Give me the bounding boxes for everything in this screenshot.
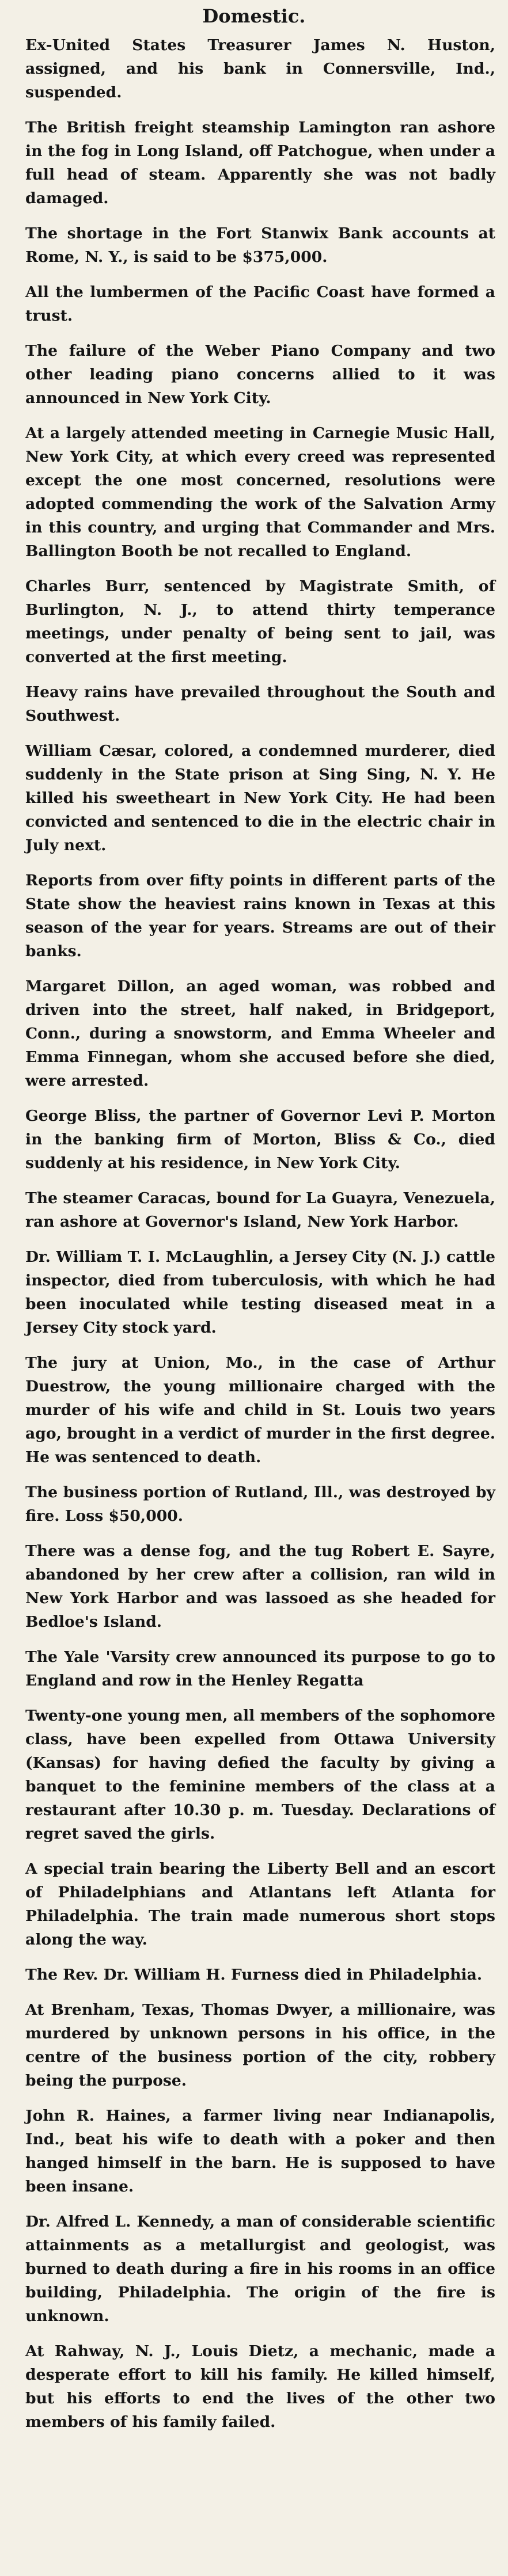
news-item: Reports from over fifty points in different parts of the State show the heaviest rains known in Texas at this season of the year for years. Streams are out of their banks.: [25, 872, 495, 960]
news-item: John R. Haines, a farmer living near Indianapolis, Ind., beat his wife to death with a poker and then hanged himself in the barn. He is supposed to have been insane.: [25, 2107, 495, 2196]
news-item: All the lumbermen of the Pacific Coast have formed a trust.: [25, 283, 495, 325]
news-item: Dr. William T. I. McLaughlin, a Jersey City (N. J.) cattle inspector, died from tuberculosis, with which he had been inoculated while testing diseased meat in a Jersey City stock yard.: [25, 1248, 495, 1337]
news-item: A special train bearing the Liberty Bell and an escort of Philadelphians and Atlantans left Atlanta for Philadelphia. The train made numerous short stops along the way.: [25, 1860, 495, 1949]
news-item: William Cæsar, colored, a condemned murderer, died suddenly in the State prison at Sing Sing, N. Y. He killed his sweetheart in New York City. He had been convicted and sentenced to die in the electric chair in July next.: [25, 742, 495, 854]
news-item: The British freight steamship Lamington ran ashore in the fog in Long Island, off Patchogue, when under a full head of steam. Apparently she was not badly damaged.: [25, 119, 495, 207]
news-item: Dr. Alfred L. Kennedy, a man of considerable scientific attainments as a metallurgist and geologist, was burned to death during a fire in his rooms in an office building, Philadelphia. The origin of the fire is unknown.: [25, 2213, 495, 2325]
news-item-list: [25, 33, 495, 2445]
news-item: Ex-United States Treasurer James N. Huston, assigned, and his bank in Connersville, Ind., suspended.: [25, 36, 495, 101]
news-item: The Rev. Dr. William H. Furness died in Philadelphia.: [25, 1966, 483, 1984]
news-item: The jury at Union, Mo., in the case of Arthur Duestrow, the young millionaire charged with the murder of his wife and child in St. Louis two years ago, brought in a verdict of murder in the first degree. He was sentenced to death.: [25, 1354, 495, 1466]
news-item: Charles Burr, sentenced by Magistrate Smith, of Burlington, N. J., to attend thirty temperance meetings, under penalty of being sent to jail, was converted at the first meeting.: [25, 577, 495, 666]
news-item: At Brenham, Texas, Thomas Dwyer, a millionaire, was murdered by unknown persons in his office, in the centre of the business portion of the city, robbery being the purpose.: [25, 2001, 495, 2090]
news-item: At a largely attended meeting in Carnegie Music Hall, New York City, at which every creed was represented except the one most concerned, resolutions were adopted commending the work of the Salvation Army in this country, and urging that Commander and Mrs. Ballington Booth be not recalled to England.: [25, 424, 495, 560]
news-item: Margaret Dillon, an aged woman, was robbed and driven into the street, half naked, in Bridgeport, Conn., during a snowstorm, and Emma Wheeler and Emma Finnegan, whom she accused before she died, were arrested.: [25, 977, 495, 1090]
news-item: The failure of the Weber Piano Company and two other leading piano concerns allied to it was announced in New York City.: [25, 342, 495, 407]
news-item: The Yale 'Varsity crew announced its purpose to go to England and row in the Henley Regatta: [25, 1648, 495, 1690]
news-item: The steamer Caracas, bound for La Guayra, Venezuela, ran ashore at Governor's Island, New York Harbor.: [25, 1189, 495, 1231]
section-heading: Domestic.: [202, 5, 306, 27]
news-item: George Bliss, the partner of Governor Levi P. Morton in the banking firm of Morton, Bliss & Co., died suddenly at his residence, in New York City.: [25, 1107, 495, 1172]
news-item: Heavy rains have prevailed throughout the South and Southwest.: [25, 683, 495, 725]
news-item: Twenty-one young men, all members of the sophomore class, have been expelled from Ottawa University (Kansas) for having defied the faculty by giving a banquet to the feminine members of the class at a restaurant after 10.30 p. m. Tuesday. Declarations of regret saved the girls.: [25, 1707, 495, 1843]
news-item: The business portion of Rutland, Ill., was destroyed by fire. Loss $50,000.: [25, 1483, 495, 1525]
news-item: The shortage in the Fort Stanwix Bank accounts at Rome, N. Y., is said to be $375,000.: [25, 225, 495, 266]
news-item: There was a dense fog, and the tug Robert E. Sayre, abandoned by her crew after a collision, ran wild in New York Harbor and was lassoed as she headed for Bedloe's Island.: [25, 1542, 495, 1631]
news-item: At Rahway, N. J., Louis Dietz, a mechanic, made a desperate effort to kill his family. He killed himself, but his efforts to end the lives of the other two members of his family failed.: [25, 2342, 495, 2431]
